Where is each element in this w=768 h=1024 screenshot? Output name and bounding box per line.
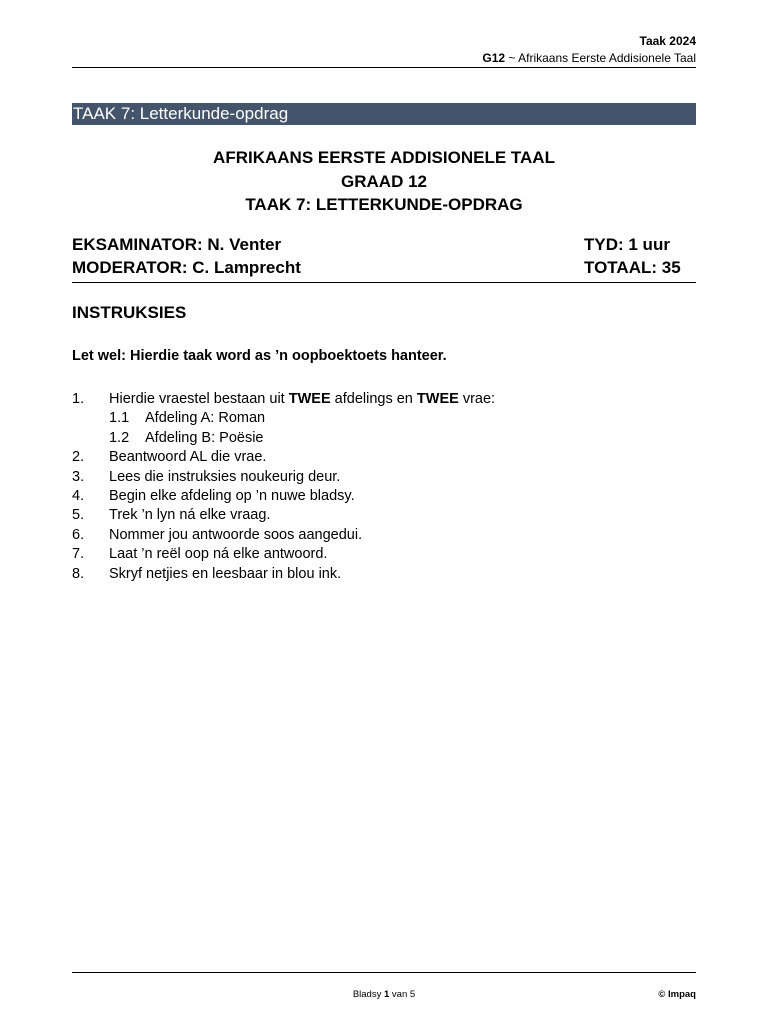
title-task: TAAK 7: LETTERKUNDE-OPDRAG — [245, 195, 523, 214]
examiner: EKSAMINATOR: N. Venter — [72, 235, 282, 254]
emphasis: TWEE — [288, 391, 331, 407]
page-label: Bladsy — [352, 989, 384, 1000]
section-banner: TAAK 7: Letterkunde-opdrag — [72, 103, 696, 125]
list-item-number: 1. — [72, 391, 85, 407]
emphasis: TWEE — [416, 391, 459, 407]
text-run: vrae: — [458, 391, 496, 407]
exam-details — [72, 233, 696, 279]
header-divider — [72, 67, 696, 68]
list-item-text — [109, 390, 495, 409]
note-open-book: Let wel: Hierdie taak word as ’n oopboektoets hanteer. — [72, 348, 447, 364]
page-header — [72, 32, 696, 66]
text-run: afdelings en — [330, 391, 417, 407]
list-item-number: 6. — [72, 526, 85, 543]
instructions-heading: INSTRUKSIES — [72, 303, 187, 322]
time-allowed: TYD: 1 uur — [584, 235, 670, 254]
list-item-text: Lees die instruksies noukeurig deur. — [109, 468, 341, 485]
footer-divider — [72, 972, 696, 973]
header-subject-name: ~ Afrikaans Eerste Addisionele Taal — [505, 51, 696, 65]
list-item-number: 4. — [72, 487, 85, 504]
page-of-label: van — [389, 989, 410, 1000]
list-item-number: 7. — [72, 546, 85, 563]
header-task-year: Taak 2024 — [639, 34, 696, 48]
list-item-text: Skryf netjies en leesbaar in blou ink. — [109, 565, 342, 582]
current-page: 1 — [383, 989, 390, 1000]
exam-row-1 — [72, 233, 696, 256]
list-item-text: Trek ’n lyn ná elke vraag. — [109, 507, 271, 524]
header-grade: G12 — [482, 51, 506, 65]
list-item-number: 5. — [72, 507, 85, 524]
list-item-text: Afdeling A: Roman — [145, 410, 266, 427]
list-item-number: 1.1 — [109, 410, 130, 427]
text-run: Hierdie vraestel bestaan uit — [109, 391, 289, 407]
list-item-number: 2. — [72, 449, 85, 466]
list-item-text: Beantwoord AL die vrae. — [109, 449, 267, 466]
page-number — [72, 989, 696, 1000]
header-subject — [72, 50, 696, 66]
list-item-text: Nommer jou antwoorde soos aangedui. — [109, 526, 363, 543]
total-pages: 5 — [409, 989, 416, 1000]
details-divider — [72, 282, 696, 283]
list-item-number: 3. — [72, 468, 85, 485]
list-item-text: Laat ’n reël oop ná elke antwoord. — [109, 546, 328, 563]
list-item-number: 1.2 — [109, 429, 130, 446]
list-item-number: 8. — [72, 565, 85, 582]
list-item-text: Begin elke afdeling op ’n nuwe bladsy. — [109, 487, 355, 504]
copyright: © Impaq — [658, 989, 696, 1000]
total-marks: TOTAAL: 35 — [584, 258, 681, 277]
title-subject: AFRIKAANS EERSTE ADDISIONELE TAAL — [213, 148, 555, 167]
list-item-text: Afdeling B: Poësie — [145, 429, 264, 446]
moderator: MODERATOR: C. Lamprecht — [72, 258, 301, 277]
title-block — [72, 146, 696, 217]
exam-row-2 — [72, 256, 696, 279]
title-grade: GRAAD 12 — [341, 171, 427, 191]
